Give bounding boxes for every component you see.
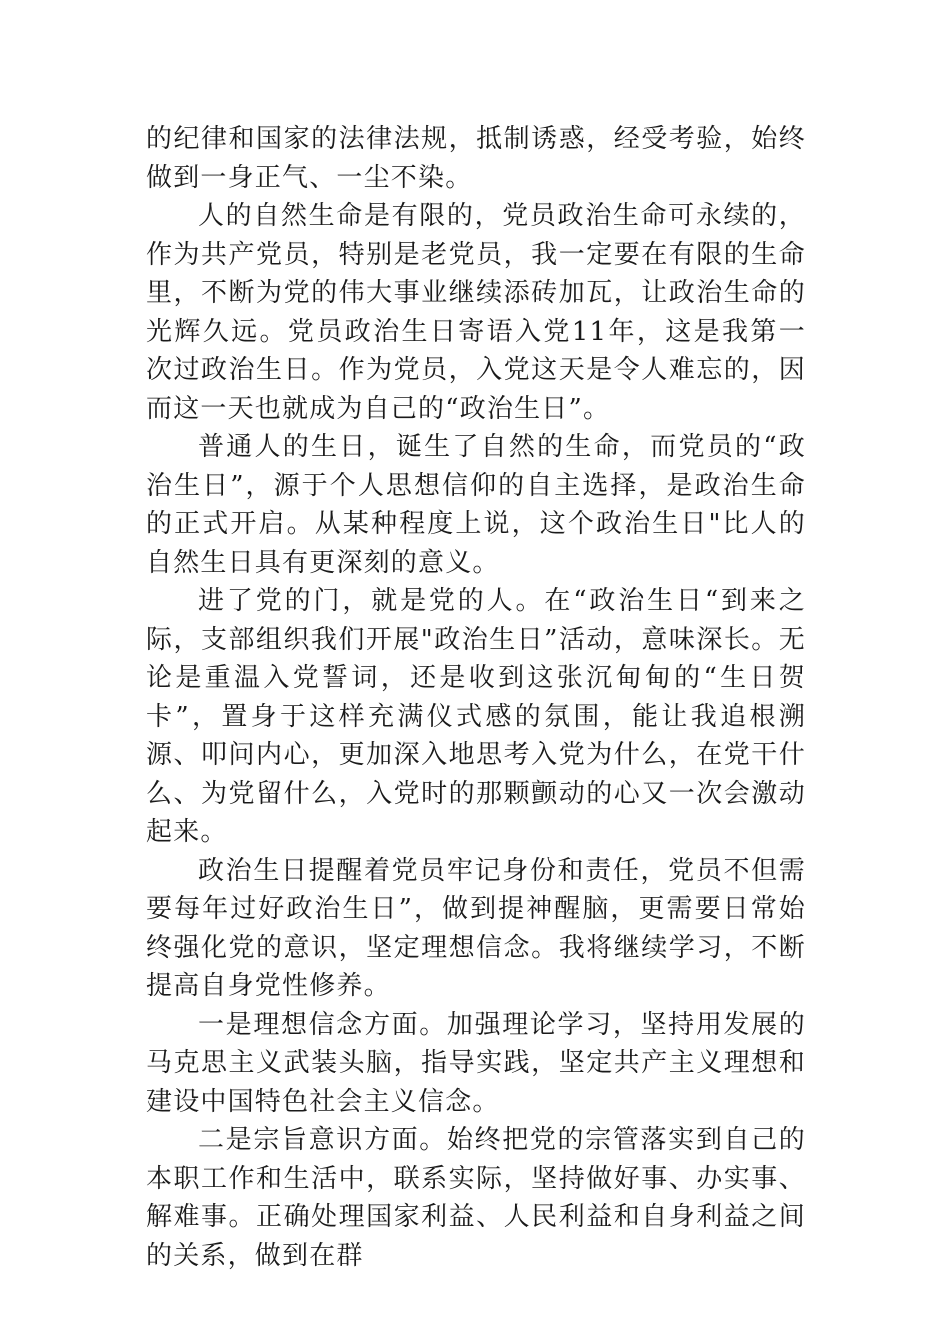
- paragraph-political-birthday-meaning: 普通人的生日，诞生了自然的生命，而党员的“政治生日”，源于个人思想信仰的自主选择，是政治生命的正式开启。从某种程度上说，这个政治生日"比人的自然生日具有更深刻的意义。: [146, 432, 806, 578]
- document-body: [146, 120, 806, 1275]
- paragraph-continuation: 的纪律和国家的法律法规，抵制诱惑，经受考验，始终做到一身正气、一尘不染。: [146, 124, 806, 193]
- paragraph-political-life: 人的自然生命是有限的，党员政治生命可永续的，作为共产党员，特别是老党员，我一定要在有限的生命里，不断为党的伟大事业继续添砖加瓦，让政治生命的光辉久远。党员政治生日寄语入党11年，这是我第一次过政治生日。作为党员，入党这天是令人难忘的，因而这一天也就成为自己的“政治生日”。: [146, 201, 806, 424]
- paragraph-branch-activity: 进了党的门，就是党的人。在“政治生日“到来之际，支部组织我们开展"政治生日”活动，意味深长。无论是重温入党誓词，还是收到这张沉甸甸的“生日贺卡”，置身于这样充满仪式感的氛围，能让我追根溯源、叩问内心，更加深入地思考入党为什么，在党干什么、为党留什么，入党时的那颗颤动的心又一次会激动起来。: [146, 586, 806, 847]
- paragraph-ideals-beliefs: 一是理想信念方面。加强理论学习，坚持用发展的马克思主义武装头脑，指导实践，坚定共产主义理想和建设中国特色社会主义信念。: [146, 1009, 806, 1117]
- paragraph-responsibility: 政治生日提醒着党员牢记身份和责任，党员不但需要每年过好政治生日”，做到提神醒脑，更需要日常始终强化党的意识，坚定理想信念。我将继续学习，不断提高自身党性修养。: [146, 855, 806, 1001]
- paragraph-purpose-awareness: 二是宗旨意识方面。始终把党的宗管落实到自己的本职工作和生活中，联系实际，坚持做好事、办实事、解难事。正确处理国家利益、人民利益和自身利益之间的关系，做到在群: [146, 1125, 806, 1271]
